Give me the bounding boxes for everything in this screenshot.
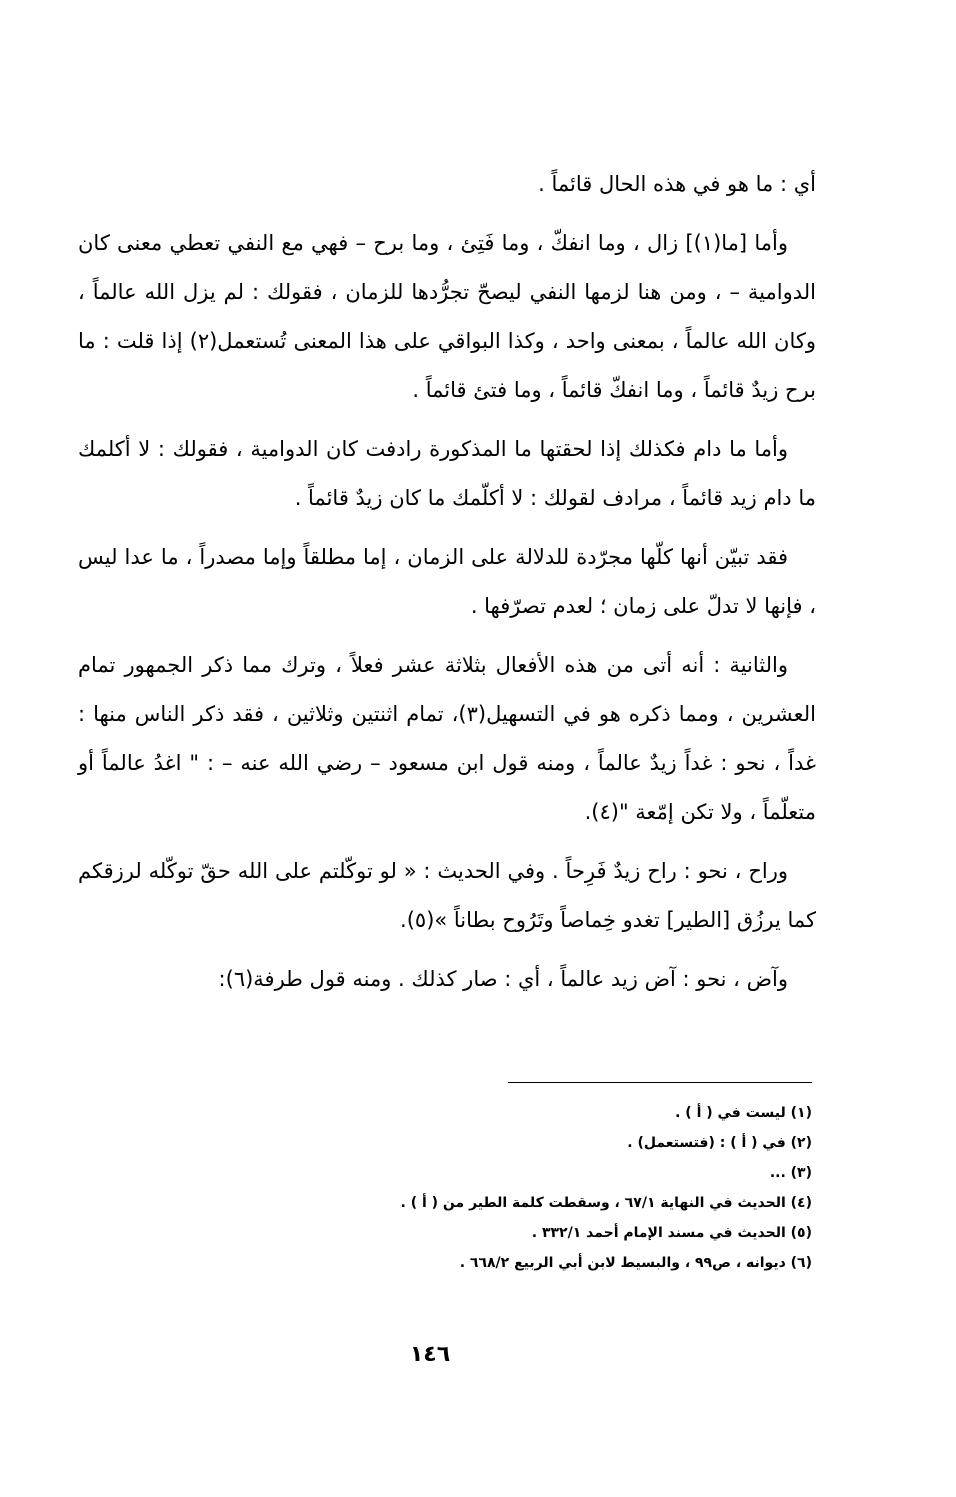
page-number: ١٤٦ (409, 1342, 451, 1367)
footnote-separator (508, 1082, 812, 1083)
paragraph-2: وأما [ما(١)] زال ، وما انفكّ ، وما فَتِئ ، وما برح – فهي مع النفي تعطي معنى كان الدوامية – ، ومن هنا لزمها النفي ليصحّ تجرُّدها للزمان ، فقولك : لم يزل الله عالماً ، وكان الله عالماً ، بمعنى واحد ، وكذا البواقي على هذا المعنى تُستعمل(٢) إذا قلت : ما برح زيدٌ قائماً ، وما انفكّ قائماً ، وما فتئ قائماً . (78, 231, 817, 402)
footnotes (300, 1098, 812, 1278)
footnote-1: (١) ليست في ( أ ) . (675, 1105, 812, 1121)
paragraph-3: وأما ما دام فكذلك إذا لحقتها ما المذكورة رادفت كان الدوامية ، فقولك : لا أكلمك ما دام زيد قائماً ، مرادف لقولك : لا أكلّمك ما كان زيدٌ قائماً . (78, 437, 816, 510)
paragraph-4: فقد تبيّن أنها كلّها مجرّدة للدلالة على الزمان ، إما مطلقاً وإما مصدراً ، ما عدا ليس ، فإنها لا تدلّ على زمان ؛ لعدم تصرّفها . (78, 545, 816, 618)
paragraph-6: وراح ، نحو : راح زيدٌ فَرِحاً . وفي الحديث : « لو توكّلتم على الله حقّ توكّله لرزقكم كما يرزُق [الطير] تغدو خِماصاً وتَرُوح بطاناً »(٥). (78, 859, 816, 932)
footnote-3: (٣) ... (769, 1165, 812, 1181)
body-text (78, 160, 816, 1014)
footnote-5: (٥) الحديث في مسند الإمام أحمد ٣٣٢/١ . (531, 1225, 812, 1241)
footnote-6: (٦) ديوانه ، ص٩٩ ، والبسيط لابن أبي الربيع ٦٦٨/٢ . (459, 1255, 812, 1271)
footnote-2: (٢) في ( أ ) : (فتستعمل) . (627, 1135, 812, 1151)
paragraph-5: والثانية : أنه أتى من هذه الأفعال بثلاثة عشر فعلاً ، وترك مما ذكر الجمهور تمام العشرين ، ومما ذكره هو في التسهيل(٣)، تمام اثنتين وثلاثين ، فقد ذكر الناس منها : غداً ، نحو : غداً زيدٌ عالماً ، ومنه قول ابن مسعود – رضي الله عنه – : " اغدُ عالماً أو متعلّماً ، ولا تكن إمّعة "(٤). (78, 653, 816, 824)
footnote-4: (٤) الحديث في النهاية ٦٧/١ ، وسقطت كلمة الطير من ( أ ) . (400, 1195, 812, 1211)
paragraph-1: أي : ما هو في هذه الحال قائماً . (538, 172, 816, 196)
paragraph-7: وآض ، نحو : آض زيد عالماً ، أي : صار كذلك . ومنه قول طرفة(٦): (218, 967, 788, 991)
